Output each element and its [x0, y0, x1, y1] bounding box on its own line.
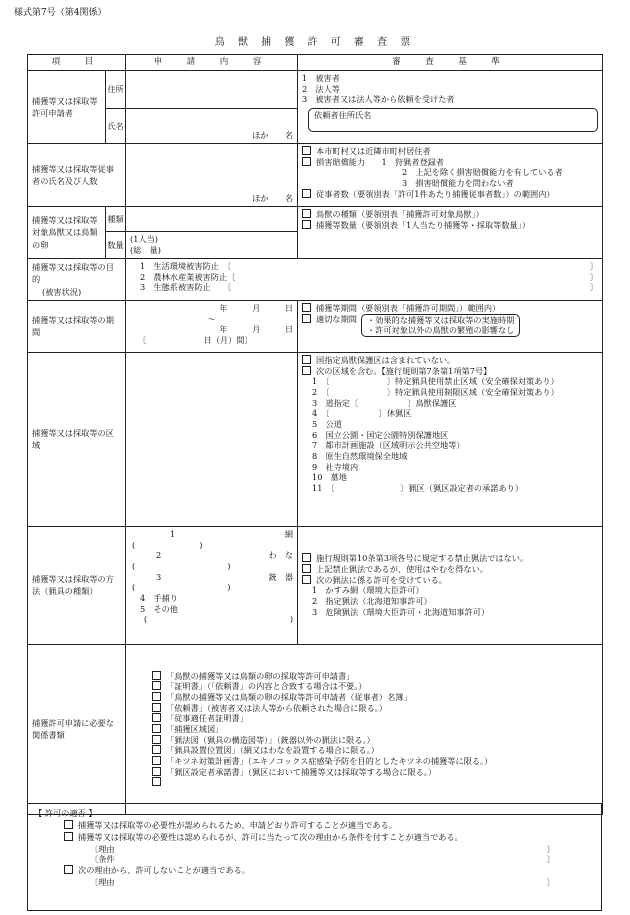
- checkbox[interactable]: [152, 745, 161, 754]
- review-table: [27, 54, 603, 815]
- criteria-subline: ・許可対象以外の鳥獣の繁殖の影響なし: [366, 325, 515, 336]
- species-row-1: [28, 207, 603, 232]
- period-field[interactable]: [126, 300, 298, 352]
- document-item: 「鳥獣の捕獲等又は鳥類の卵の採取等許可申請者（従事者）名簿」: [166, 692, 412, 703]
- method-option[interactable]: 4 手捕り: [140, 592, 178, 603]
- checkbox[interactable]: [302, 303, 311, 312]
- requester-box[interactable]: [308, 108, 598, 132]
- bracket: 〕: [589, 271, 599, 282]
- period-label: 捕獲等又は採取等の期間: [28, 300, 126, 352]
- bracket: 〕: [546, 843, 555, 854]
- checkbox[interactable]: [152, 724, 161, 733]
- page-title: 鳥 獣 捕 獲 許 可 審 査 票: [214, 37, 416, 48]
- checkbox[interactable]: [302, 314, 311, 323]
- paren: ): [199, 539, 203, 550]
- area-row: [28, 352, 603, 526]
- paren: (: [132, 582, 136, 593]
- kind-label: 種類: [106, 207, 126, 232]
- criteria-line: 1 被害者: [302, 73, 340, 84]
- purpose-option[interactable]: 2 農林水産業被害防止〔: [140, 271, 236, 282]
- others-count: ほか 名: [252, 193, 294, 204]
- area-item: 6 国立公園・国定公園特別保護地区: [312, 429, 449, 440]
- purpose-row: [28, 259, 603, 301]
- area-item: 9 社寺境内: [312, 461, 359, 472]
- checkbox[interactable]: [152, 756, 161, 765]
- checkbox[interactable]: [302, 553, 311, 562]
- workers-row: [28, 144, 603, 207]
- criteria-line: 適切な期間: [316, 313, 357, 324]
- bracket: 〕: [546, 854, 555, 865]
- document-item: 「従事適任者証明書」: [166, 713, 248, 724]
- header-row: [28, 55, 603, 71]
- criteria-line: 3 被害者又は法人等から依頼を受けた者: [302, 94, 455, 105]
- paren: ): [227, 560, 231, 571]
- method-name[interactable]: 銃 器: [268, 571, 294, 582]
- method-num: 1: [170, 528, 176, 539]
- document-item: 「捕獲区域図」: [166, 724, 224, 735]
- area-item: 4 〔 〕休猟区: [312, 408, 412, 419]
- paren: (: [144, 614, 148, 625]
- bracket: 〕: [546, 876, 555, 887]
- period-from: 年 月 日: [219, 302, 294, 313]
- checkbox[interactable]: [302, 575, 311, 584]
- period-days: 〔 日（月）間〕: [138, 334, 253, 345]
- area-criteria: [298, 352, 603, 526]
- period-tilde: ～: [207, 313, 216, 324]
- purpose-options: [126, 259, 603, 301]
- method-name[interactable]: わ な: [268, 550, 294, 561]
- method-num: 3: [156, 571, 162, 582]
- address-field[interactable]: [126, 71, 298, 109]
- criteria-line: 次の猟法に係る許可を受けている。: [316, 574, 448, 585]
- workers-criteria: [298, 144, 603, 207]
- criteria-line: 上記禁止猟法であるが、使用はやむを得ない。: [316, 564, 488, 575]
- method-criteria: [298, 526, 603, 644]
- purpose-title: 捕獲等又は採取等の目的: [32, 262, 114, 285]
- purpose-label: [28, 259, 126, 301]
- checkbox[interactable]: [152, 777, 161, 786]
- area-label: 捕獲等又は採取等の区域: [28, 352, 126, 526]
- area-item: 3 道指定〔 〕鳥獣保護区: [312, 397, 457, 408]
- checkbox[interactable]: [64, 865, 73, 874]
- document-item: 「猟法図（猟具の構造図等）」（銃器以外の猟法に限る。）: [166, 734, 375, 745]
- method-name[interactable]: 網: [284, 528, 294, 539]
- checkbox[interactable]: [302, 209, 311, 218]
- period-criteria: [298, 300, 603, 352]
- area-item: 5 公道: [312, 418, 342, 429]
- applicant-label: 捕獲等又は採取等許可申請者: [28, 71, 106, 144]
- method-option[interactable]: 5 その他: [140, 603, 178, 614]
- species-criteria: [298, 207, 603, 259]
- criteria-line: 捕獲等期間（要領別表「捕獲許可期間」）範囲内）: [316, 302, 501, 313]
- address-label: 住所: [106, 71, 126, 109]
- period-row: [28, 300, 603, 352]
- documents-list: [126, 644, 603, 814]
- name-field[interactable]: [126, 109, 298, 144]
- condition-field[interactable]: 〔条件: [90, 854, 115, 865]
- checkbox[interactable]: [302, 366, 311, 375]
- criteria-line: 鳥獣の種類（要領別表「捕獲許可対象鳥獣」）: [316, 209, 484, 220]
- checkbox[interactable]: [302, 355, 311, 364]
- decision-option: 次の理由から、許可しないことが適当である。: [78, 864, 250, 875]
- document-item: 「証明書」（「依頼書」の内容と合致する場合は不要。）: [166, 681, 367, 692]
- method-row: [28, 526, 603, 644]
- checkbox[interactable]: [64, 820, 73, 829]
- criteria-line: 2 法人等: [302, 83, 340, 94]
- paren: ): [289, 614, 294, 625]
- paren: (: [132, 539, 136, 550]
- criteria-line: 次の区域を含む。【施行規則第7条第1項第7号】: [316, 365, 492, 376]
- criteria-subline: 1 かすみ網（環境大臣許可）: [312, 585, 424, 596]
- area-item: 10 墓地: [312, 472, 347, 483]
- workers-label: 捕獲等又は採取等従事者の氏名及び人数: [28, 144, 126, 207]
- form-id: 様式第7号（第4関係）: [14, 8, 107, 18]
- period-to: 年 月 日: [219, 324, 294, 335]
- header-content: 申 請 内 容: [126, 55, 298, 71]
- document-item: 「猟区設定者承諾書」（猟区において捕獲等又は採取等する場合に限る。）: [166, 766, 437, 777]
- checkbox[interactable]: [302, 189, 311, 198]
- criteria-line: 従事者数（要領別表「許可1件あたり捕獲従事者数」）の範囲内）: [316, 188, 555, 199]
- total-label: (総 量): [130, 244, 161, 255]
- area-item: 1 〔 〕特定猟具使用禁止区域（安全確保対策あり）: [312, 376, 559, 387]
- criteria-line: 国指定鳥獣保護区は含まれていない。: [316, 354, 456, 365]
- header-item: 項 目: [28, 55, 126, 71]
- per-person-label: (1人当): [130, 234, 158, 245]
- criteria-line: 本市町村又は近隣市町村居住者: [316, 146, 431, 157]
- applicant-row-1: [28, 71, 603, 109]
- documents-row: [28, 644, 603, 814]
- checkbox[interactable]: [302, 220, 311, 229]
- purpose-option[interactable]: 1 生活環境被害防止 〔: [140, 261, 232, 272]
- decision-section: [27, 803, 602, 911]
- purpose-option[interactable]: 3 生態系被害防止 〔: [140, 282, 232, 293]
- workers-field[interactable]: [126, 144, 298, 207]
- method-options: [126, 526, 298, 644]
- species-label: 捕獲等又は採取等対象鳥獣又は鳥類の卵: [28, 207, 106, 259]
- checkbox[interactable]: [152, 735, 161, 744]
- reason-field[interactable]: 〔理由: [90, 876, 115, 887]
- area-item: 11 〔 〕猟区（猟区設定者の承諾あり）: [312, 482, 524, 493]
- paren: (: [132, 560, 136, 571]
- checkbox[interactable]: [302, 157, 311, 166]
- applicant-criteria: [298, 71, 603, 144]
- checkbox[interactable]: [152, 681, 161, 690]
- criteria-line: 損害賠償能力 1 狩猟者登録者: [316, 156, 445, 167]
- document-item: 「猟具設置位置図」（網又はわなを設置する場合に限る。）: [166, 745, 379, 756]
- requester-label: 依頼者住所氏名: [314, 110, 372, 121]
- criteria-subline: 2 指定猟法（北海道知事許可）: [312, 596, 432, 607]
- criteria-subline: ・効果的な捕獲等又は採取等の実施時期: [366, 314, 515, 325]
- others-count: ほか 名: [252, 130, 294, 141]
- checkbox[interactable]: [302, 564, 311, 573]
- qty-label: 数量: [106, 232, 126, 259]
- document-item: 「依頼書」（被害者又は法人等から依頼された場合に限る。）: [166, 702, 388, 713]
- document-item: 「鳥獣の捕獲等又は鳥類の卵の採取等許可申請書」: [166, 670, 355, 681]
- document-item: 「キツネ対策計画書」（エキノコックス症感染予防を目的としたキツネの捕獲等に限る。）: [166, 756, 493, 767]
- paren: ): [227, 582, 231, 593]
- reason-field[interactable]: 〔理由: [90, 843, 115, 854]
- area-item: 8 原生自然環境保全地域: [312, 450, 408, 461]
- area-field[interactable]: [126, 352, 298, 526]
- checkbox[interactable]: [64, 832, 73, 841]
- criteria-line: 施行規則第10条第3項各号に規定する禁止猟法ではない。: [316, 553, 529, 564]
- checkbox[interactable]: [152, 713, 161, 722]
- header-criteria: 審 査 基 準: [298, 55, 603, 71]
- decision-heading: 【 許可の適否 】: [34, 808, 97, 818]
- checkbox[interactable]: [152, 767, 161, 776]
- qty-field[interactable]: [126, 232, 298, 259]
- checkbox[interactable]: [152, 692, 161, 701]
- kind-field[interactable]: [126, 207, 298, 232]
- criteria-line: 3 損害賠償能力を問わない者: [402, 178, 514, 189]
- method-num: 2: [156, 550, 162, 561]
- criteria-subline: 3 危険猟法（環境大臣許可・北海道知事許可）: [312, 606, 490, 617]
- decision-option: 捕獲等又は採取等の必要性は認められるが、許可に当たって次の理由から条件を付すことが適当である。: [78, 831, 463, 842]
- bracket: 〕: [589, 261, 599, 272]
- purpose-sublabel: (被害状況): [42, 286, 82, 297]
- checkbox[interactable]: [152, 703, 161, 712]
- area-item: 2 〔 〕特定猟具使用制限区域（安全確保対策あり）: [312, 386, 559, 397]
- checkbox[interactable]: [152, 671, 161, 680]
- checkbox[interactable]: [302, 146, 311, 155]
- bracket: 〕: [589, 282, 599, 293]
- documents-label: 捕獲許可申請に必要な関係書類: [28, 644, 126, 814]
- criteria-line: 2 上記を除く損害賠償能力を有している者: [402, 167, 563, 178]
- method-label: 捕獲等又は採取等の方法（猟具の種類）: [28, 526, 126, 644]
- criteria-line: 捕獲等数量（要領別表「1人当たり捕獲等・採取等数量」）: [316, 219, 531, 230]
- name-label: 氏名: [106, 109, 126, 144]
- decision-option: 捕獲等又は採取等の必要性が認められるため、申請どおり許可することが適当である。: [78, 819, 397, 830]
- area-item: 7 都市計画施設（区域明示公共空地等）: [312, 440, 465, 451]
